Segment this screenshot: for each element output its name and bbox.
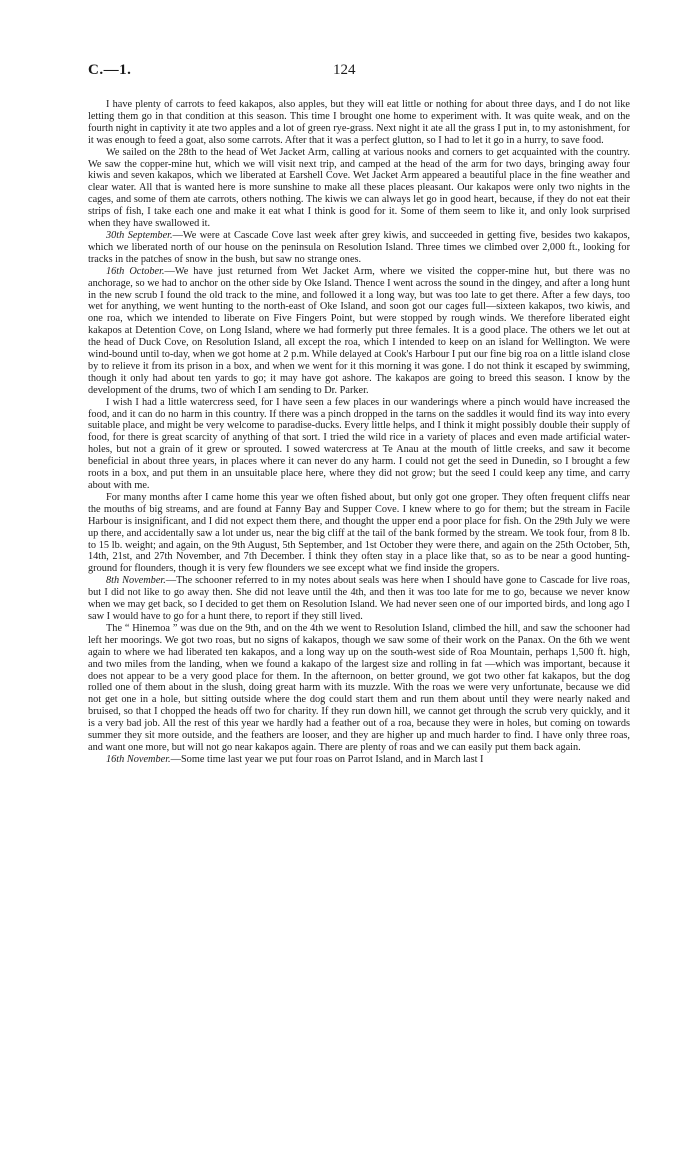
paragraph-watercress (88, 397, 630, 492)
paragraph-16th-november (88, 754, 630, 766)
paragraph-text: —We have just returned from Wet Jacket Arm, where we visited the copper-mine hut, but there was no anchorage, so we had to anchor on the other side by Oke Island. Thence I went across the sound in the dingey, and after a long hunt in the new scrub I found the old track to the mine, and followed it a long way, but was too late to get there. After a few days, too wet for anything, we went hunting to the north-east of Oke Island, and soon got our cages full—sixteen kakapos, two kiwis, and one roa, which we intended to liberate on Five Fingers Point, but were stopped by rough winds. We therefore liberated eight kakapos at Detention Cove, on Long Island, where we had formerly put three females. It is a good place. The others we let out at the head of Duck Cove, on Resolution Island, all except the roa, which I intended to keep on an island for Wellington. We were wind-bound until to-day, when we got home at 2 p.m. While delayed at Cook's Harbour I put our fine big roa on a little island close by to relieve it from its prison in a box, and when we went for it this morning it was gone. I do not think it escaped by swimming, though it only had about ten yards to go; it may have got ashore. The kakapos are going to breed this season. I know by the development of the drums, two of which I am sending to Dr. Parker. (88, 265, 630, 396)
body-text (88, 99, 630, 766)
page-header (88, 62, 630, 82)
paragraph-8th-november (88, 575, 630, 623)
date-heading: 16th October. (106, 265, 165, 277)
paragraph-text: The “ Hinemoa ” was due on the 9th, and on the 4th we went to Resolution Island, climbed the hill, and saw the schooner had left her moorings. We got two roas, but no signs of kakapos, though we saw some of their work on the Panax. On the 6th we went again to where we had liberated ten kakapos, and a long way up on the south-west side of Roa Mountain, perhaps 1,500 ft. high, and two miles from the landing, when we found a kakapo of the largest size and rolling in fat —which was important, because it does not appear to be a very good place for them. In the afternoon, on better ground, we got two other fat kakapos, but the dog rolled one of them about in the slush, doing great harm with its muzzle. With the roas we were very unfortunate, because we did not get one in a hole, but sitting outside where the dog could start them and run them about until they were nearly naked and bruised, so that I chopped the heads off two for charity. If they run down hill, we cannot get through the scrub very quickly, and it is a very bad job. All the rest of this year we hardly had a feather out of a roa, because they were in holes, but coming on towards summer they sit more outside, and the feathers are looser, and they are higher up and much harder to find. I have only three roas, and want one more, but will not go near kakapos again. There are plenty of roas and we can easily put them back again. (88, 622, 630, 753)
paragraph-30th-september (88, 230, 630, 266)
paragraph-groper (88, 492, 630, 575)
paragraph-wet-jacket-arm (88, 147, 630, 230)
paragraph-text: For many months after I came home this year we often fished about, but only got one groper. They often frequent cliffs near the mouths of big streams, and are found at Fanny Bay and Supper Cove. I knew where to go for them; but the stream in Facile Harbour is insignificant, and I did not expect them there, and thought the upper end a poor place for fish. On the 29th July we were up there, and accidentally saw a lot under us, near the big cliff at the tail of the bank formed by the stream. We took four, from 8 lb. to 15 lb. weight; and again, on the 9th August, 5th September, and 1st October they were there, and again on the 25th October, 5th, 14th, 21st, and 27th November, and 7th December. I think they often stay in a place like that, so as to be near a good hunting-ground for flounders, though it is very few flounders we see except what we find inside the gropers. (88, 491, 630, 575)
paragraph-carrots (88, 99, 630, 147)
paragraph-text: —The schooner referred to in my notes about seals was here when I should have gone to Cascade for live roas, but I did not like to go away then. She did not leave until the 4th, and then it was too late for me to go, because we never know when we may get back, so I decided to get them on Resolution Island. We had never seen one of our imported birds, and long ago I saw I would have to go for a hunt there, to report if they still lived. (88, 575, 630, 622)
paragraph-text: We sailed on the 28th to the head of Wet Jacket Arm, calling at various nooks and corners to get acquainted with the country. We saw the copper-mine hut, which we will visit next trip, and camped at the head of the arm for two days, bringing away four kiwis and seven kakapos, which we liberated at Earshell Cove. Wet Jacket Arm appeared a beautiful place in the fine weather and clear water. All that is wanted here is more sunshine to make all these places pleasant. Our kakapos were only two nights in the cages, and some of them ate carrots, others nothing. The kiwis we can always let go in good heart, because, if they do not eat their strips of fish, I take each one and make it eat what I think is good for it. Some of them seem to like it, and only look surprised when they have swallowed it. (88, 146, 630, 230)
document-code: C.—1. (88, 62, 132, 78)
date-heading: 30th September. (106, 229, 173, 241)
date-heading: 16th November. (106, 753, 171, 765)
paragraph-text: I have plenty of carrots to feed kakapos, also apples, but they will eat little or nothing for about three days, and I do not like letting them go in that condition at this season. This time I brought one home to experiment with. It was quite weak, and on the fourth night in captivity it ate two apples and a lot of green rye-grass. Next night it ate all the grass I put in, to my astonishment, for it was enough to feed a goat, also some carrots. After that it was a perfect glutton, so I had to let it go in a hurry, to save food. (88, 99, 630, 146)
paragraph-hinemoa (88, 623, 630, 754)
paragraph-text: —Some time last year we put four roas on Parrot Island, and in March last I (170, 753, 484, 765)
page-number: 124 (333, 62, 356, 78)
date-heading: 8th November. (106, 575, 166, 587)
paragraph-16th-october (88, 266, 630, 397)
paragraph-text: I wish I had a little watercress seed, for I have seen a few places in our wanderings where a pinch would have increased the food, and it can do no harm in this country. If there was a pinch dropped in the tarns on the saddles it would find its way into every suitable place, and might be very welcome to paradise-ducks. Every little helps, and I think it might possibly double their supply of food, for there is great scarcity of anything of that sort. I tried the wild rice in a variety of places and even made artificial water-holes, but not a grain of it grew or sprouted. I sowed watercress at Te Anau at the mouth of little creeks, and saw it become beneficial in about three years, in places where it can never do any harm. I could not get the seed in Dunedin, so I brought a few roots in a box, and put them in an unsuitable place here, where they did not grow; but the seed I could keep any time, and carry about with me. (88, 396, 630, 491)
paragraph-text: —We were at Cascade Cove last week after grey kiwis, and succeeded in getting five, besides two kakapos, which we liberated north of our house on the peninsula on Resolution Island. Three times we climbed over 2,000 ft., looking for tracks in the patches of snow in the bush, but saw no strange ones. (88, 229, 630, 265)
